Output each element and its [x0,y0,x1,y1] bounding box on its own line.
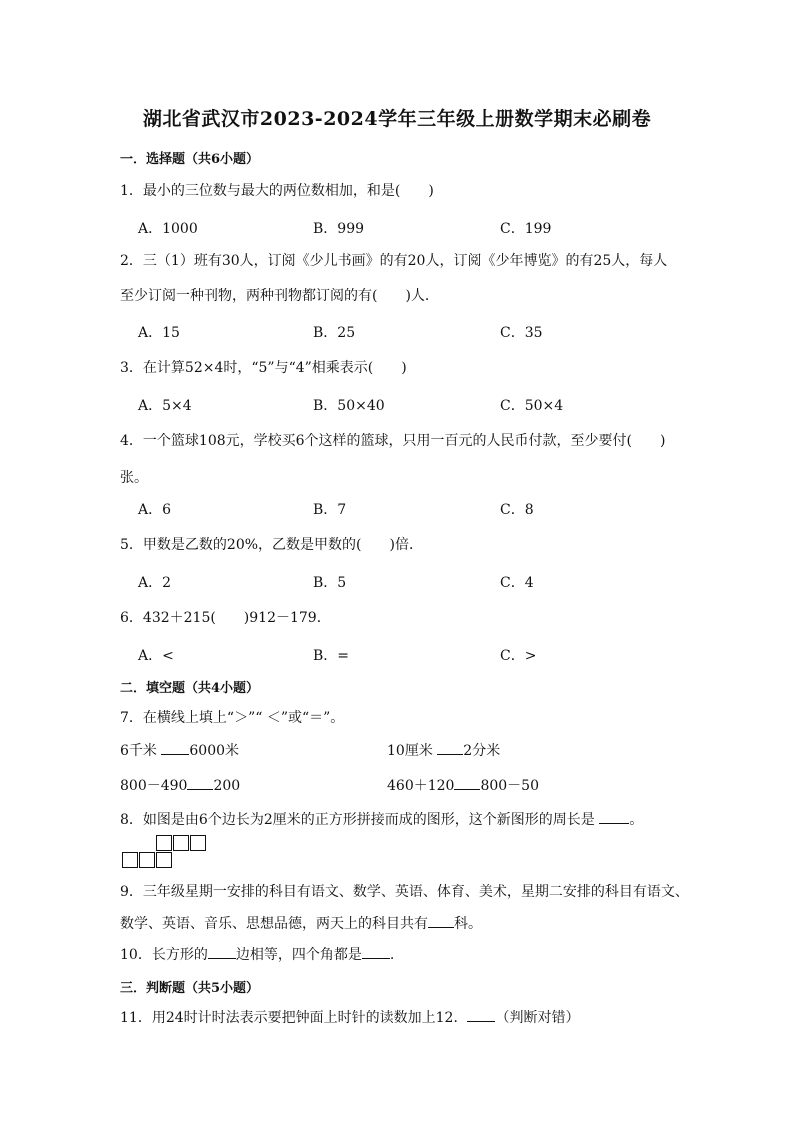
question-1: 1．最小的三位数与最大的两位数相加，和是( ) [120,183,434,199]
question-7: 7．在横线上填上“＞”“ ＜”或“＝”。 [120,710,345,726]
q6-option-a: A．< [138,648,174,664]
six-squares-figure [122,835,212,871]
question-6: 6．432＋215( )912－179． [120,610,331,626]
answer-blank[interactable] [187,775,213,790]
section-judge-heading: 三．判断题（共5小题） [120,981,260,996]
q7-row1-left: 6千米 6000米 [120,740,239,760]
square [139,852,155,868]
q2-option-a: A．15 [138,325,180,341]
question-4-line1: 4．一个篮球108元，学校买6个这样的篮球，只用一百元的人民币付款，至少要付( ) [120,433,666,449]
square [190,835,206,851]
answer-blank[interactable] [161,740,189,755]
square [156,852,172,868]
q1-option-b: B．999 [313,221,365,237]
question-2-line1: 2．三（1）班有30人，订阅《少儿书画》的有20人，订阅《少年博览》的有25人，每人 [120,253,668,269]
question-3: 3．在计算52×4时，“5”与“4”相乘表示( ) [120,360,407,376]
q7-row1-right: 10厘米 2分米 [387,740,500,760]
square [173,835,189,851]
q3-option-a: A．5×4 [138,398,192,414]
q1-option-c: C．199 [500,221,552,237]
q5-option-c: C．4 [500,575,534,591]
q2-option-b: B．25 [313,325,356,341]
section-choice-heading: 一．选择题（共6小题） [120,152,260,167]
question-10: 10．长方形的 边相等，四个角都是 . [120,944,394,964]
answer-blank[interactable] [208,944,236,959]
question-9-line2: 数学、英语、音乐、思想品德，两天上的科目共有 科。 [120,913,482,933]
answer-blank[interactable] [599,809,629,824]
answer-blank[interactable] [467,1007,495,1022]
question-11: 11．用24时计时法表示要把钟面上时针的读数加上12． （判断对错） [120,1007,579,1027]
question-4-line2: 张。 [120,470,148,486]
q7-row2-right: 460＋120 800－50 [387,775,539,795]
square [156,835,172,851]
q3-option-c: C．50×4 [500,398,564,414]
q6-option-b: B．= [313,648,350,664]
answer-blank[interactable] [437,740,463,755]
answer-blank[interactable] [362,944,390,959]
question-5: 5．甲数是乙数的20%，乙数是甲数的( )倍． [120,537,423,553]
section-fill-heading: 二．填空题（共4小题） [120,681,260,696]
q1-option-a: A．1000 [138,221,198,237]
answer-blank[interactable] [428,913,454,928]
question-2-line2: 至少订阅一种刊物，两种刊物都订阅的有( )人． [120,288,439,304]
q4-option-b: B．7 [313,502,347,518]
question-9-line1: 9．三年级星期一安排的科目有语文、数学、英语、体育、美术，星期二安排的科目有语文、 [120,884,689,900]
q5-option-a: A．2 [138,575,172,591]
question-8: 8．如图是由6个边长为2厘米的正方形拼接而成的图形，这个新图形的周长是 。 [120,809,643,829]
page-title: 湖北省武汉市2023-2024学年三年级上册数学期末必刷卷 [142,108,652,130]
square [122,852,138,868]
q4-option-a: A．6 [138,502,172,518]
q6-option-c: C．> [500,648,537,664]
q4-option-c: C．8 [500,502,534,518]
answer-blank[interactable] [454,775,480,790]
q5-option-b: B．5 [313,575,347,591]
q3-option-b: B．50×40 [313,398,385,414]
q2-option-c: C．35 [500,325,543,341]
q7-row2-left: 800－490 200 [120,775,240,795]
